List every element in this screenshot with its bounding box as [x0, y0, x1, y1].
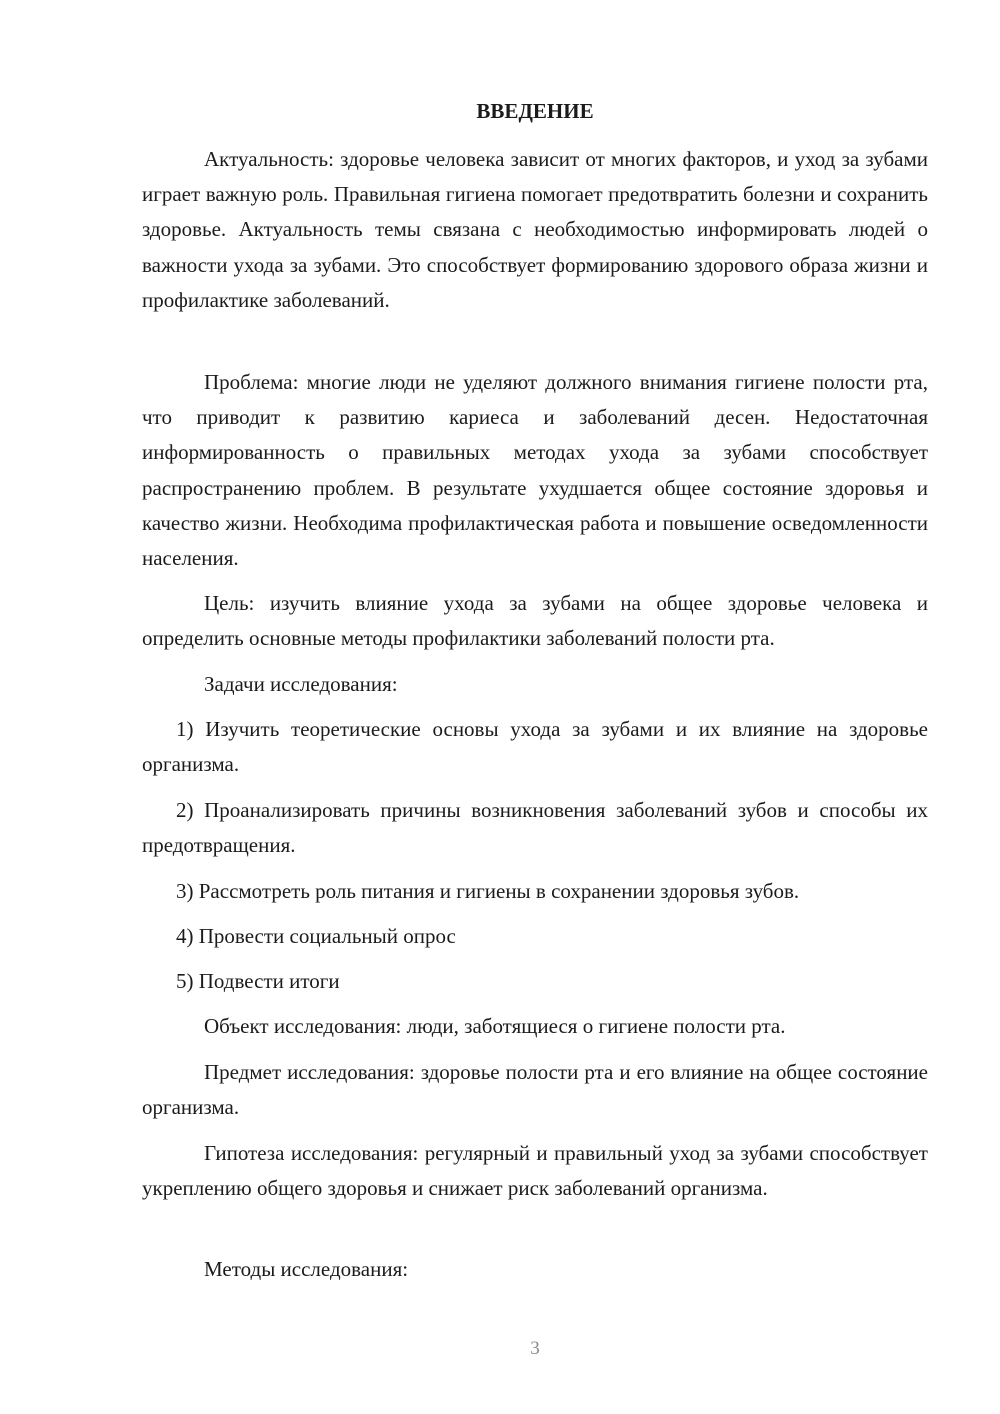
task-item-1: 1) Изучить теоретические основы ухода за зубами и их влияние на здоровье организма.: [142, 717, 928, 777]
goal-paragraph: Цель: изучить влияние ухода за зубами на общее здоровье человека и определить основные методы профилактики заболеваний полости рта.: [142, 591, 928, 651]
section-heading: ВВЕДЕНИЕ: [476, 99, 594, 123]
task-item-5: 5) Подвести итоги: [176, 969, 340, 993]
page-number: 3: [530, 1338, 540, 1359]
tasks-heading: Задачи исследования:: [204, 672, 398, 696]
task-item-3: 3) Рассмотреть роль питания и гигиены в сохранении здоровья зубов.: [176, 879, 800, 903]
task-item-4: 4) Провести социальный опрос: [176, 924, 456, 948]
task-item-2: 2) Проанализировать причины возникновения заболеваний зубов и способы их предотвращения.: [142, 798, 928, 858]
subject-paragraph: Предмет исследования: здоровье полости рта и его влияние на общее состояние организма.: [142, 1060, 928, 1120]
methods-heading: Методы исследования:: [204, 1257, 409, 1281]
relevance-paragraph: Актуальность: здоровье человека зависит от многих факторов, и уход за зубами играет важную роль. Правильная гигиена помогает предотвратить болезни и сохранить здоровье. Актуальность темы связана с необходимостью информировать людей о важности ухода за зубами. Это способствует формированию здорового образа жизни и профилактике заболеваний.: [142, 147, 928, 312]
hypothesis-paragraph: Гипотеза исследования: регулярный и правильный уход за зубами способствует укреплению общего здоровья и снижает риск заболеваний организма.: [142, 1141, 928, 1201]
object-paragraph: Объект исследования: люди, заботящиеся о гигиене полости рта.: [204, 1014, 786, 1038]
problem-paragraph: Проблема: многие люди не уделяют должного внимания гигиене полости рта, что приводит к развитию кариеса и заболеваний десен. Недостаточная информированность о правильных методах ухода за зубами способствует распространению проблем. В результате ухудшается общее состояние здоровья и качество жизни. Необходима профилактическая работа и повышение осведомленности населения.: [142, 370, 928, 571]
